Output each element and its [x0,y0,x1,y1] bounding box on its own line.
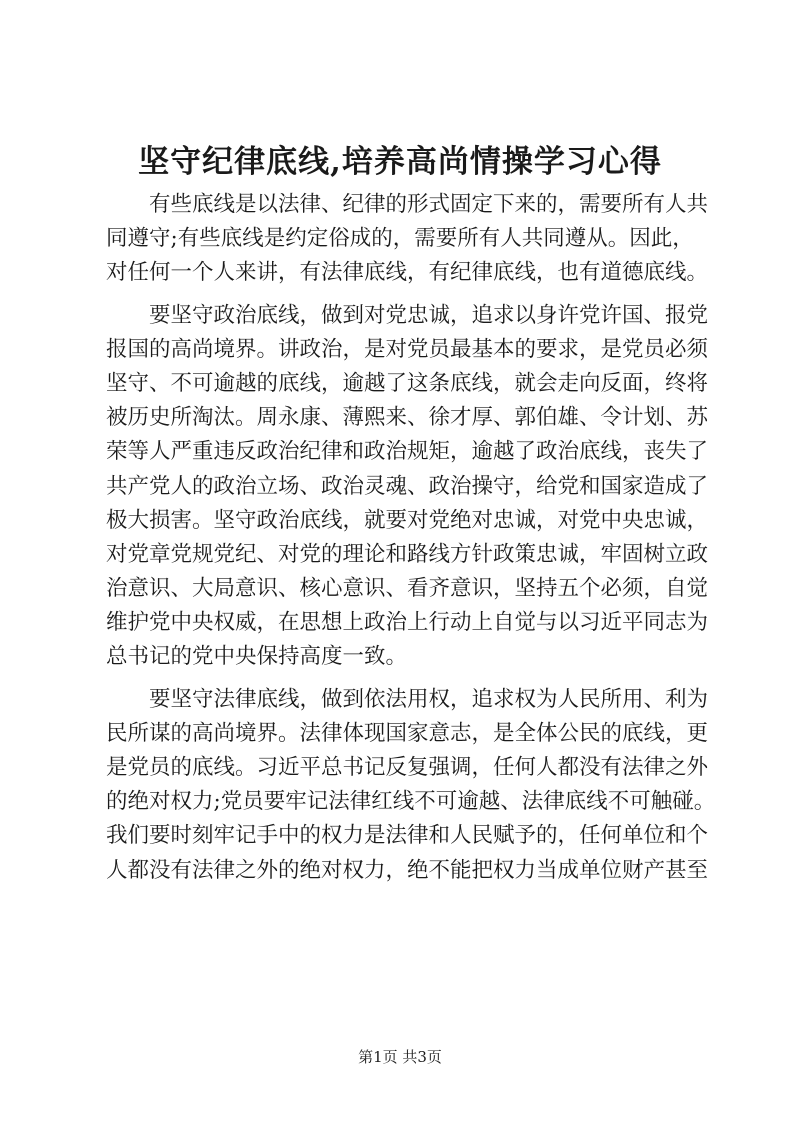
text-line: 人都没有法律之外的绝对权力，绝不能把权力当成单位财产甚至 [106,857,709,883]
text-line: 维护党中央权威，在思想上政治上行动上自觉与以习近平同志为 [106,610,709,636]
text-line: 荣等人严重违反政治纪律和政治规矩，逾越了政治底线，丧失了 [106,439,709,465]
text-line: 极大损害。坚守政治底线，就要对党绝对忠诚，对党中央忠诚， [106,507,709,533]
text-line: 要坚守法律底线，做到依法用权，追求权为人民所用、利为 [149,686,709,712]
text-line: 共产党人的政治立场、政治灵魂、政治操守，给党和国家造成了 [106,473,709,499]
text-line: 治意识、大局意识、核心意识、看齐意识，坚持五个必须，自觉 [106,576,709,602]
paragraph-1 [106,188,709,291]
text-line: 被历史所淘汰。周永康、薄熙来、徐才厚、郭伯雄、令计划、苏 [106,405,709,431]
text-line: 的绝对权力;党员要牢记法律红线不可逾越、法律底线不可触碰。 [106,789,716,815]
page-footer: 第1页 共3页 [358,1048,442,1066]
paragraph-2 [106,299,709,675]
text-line: 报国的高尚境界。讲政治，是对党员最基本的要求，是党员必须 [106,336,709,362]
text-line: 有些底线是以法律、纪律的形式固定下来的，需要所有人共 [149,192,709,217]
text-line: 对任何一个人来讲，有法律底线，有纪律底线，也有道德底线。 [106,260,709,286]
text-line: 同遵守;有些底线是约定俗成的，需要所有人共同遵从。因此， [106,226,694,252]
text-line: 对党章党规党纪、对党的理论和路线方针政策忠诚，牢固树立政 [106,541,709,567]
text-line: 民所谋的高尚境界。法律体现国家意志，是全体公民的底线，更 [106,720,709,746]
text-line: 总书记的党中央保持高度一致。 [106,644,408,670]
document-title: 坚守纪律底线,培养高尚情操学习心得 [138,144,662,180]
paragraph-3 [106,683,716,888]
document-body [106,188,716,888]
text-line: 坚守、不可逾越的底线，逾越了这条底线，就会走向反面，终将 [106,370,709,396]
text-line: 要坚守政治底线，做到对党忠诚，追求以身许党许国、报党 [149,302,709,328]
text-line: 我们要时刻牢记手中的权力是法律和人民赋予的，任何单位和个 [106,823,709,849]
text-line: 是党员的底线。习近平总书记反复强调，任何人都没有法律之外 [106,755,709,780]
